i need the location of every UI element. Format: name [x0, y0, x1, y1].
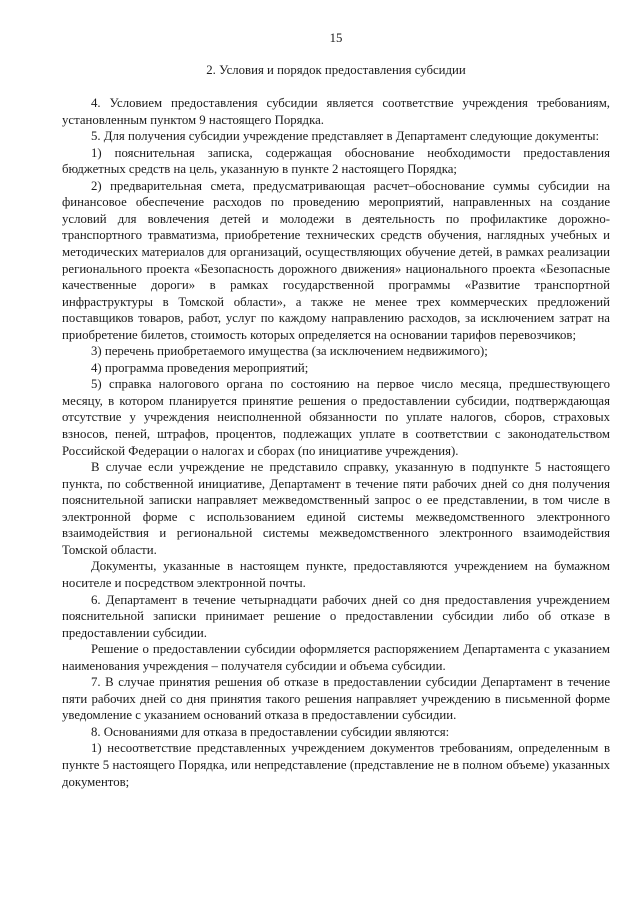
paragraph-decision-order: Решение о предоставлении субсидии оформляется распоряжением Департамента с указанием наименования учреждения – получателя субсидии и объема субсидии. [62, 642, 610, 673]
paragraph-6-decision: 6. Департамент в течение четырнадцати рабочих дней со дня предоставления учреждением пояснительной записки принимает решение о предоставлении субсидии либо об отказе в предоставлении субсидии. [62, 592, 610, 640]
paragraph-7-refusal-notice: 7. В случае принятия решения об отказе в предоставлении субсидии Департамент в течение пяти рабочих дней со дня принятия такого решения направляет учреждению в письменной форме уведомление с указанием оснований отказа в предоставлении субсидии. [62, 675, 610, 723]
paragraph-document-submission: Документы, указанные в настоящем пункте, предоставляются учреждением на бумажном носителе и посредством электронной почты. [62, 559, 610, 590]
section-title: 2. Условия и порядок предоставления субсидии [206, 62, 466, 77]
list-item-tax-certificate: 5) справка налогового органа по состоянию на первое число месяца, предшествующего месяцу, в котором планируется принятие решения о предоставлении субсидии, подтверждающая отсутствие у учреждения неисполненной обязанности по уплате налогов, сборов, страховых взносов, пеней, штрафов, процентов, подлежащих уплате в соответствии с законодательством Российской Федерации о налогах и сборах (по инициативе учреждения). [62, 377, 610, 458]
paragraph-interagency-request: В случае если учреждение не представило справку, указанную в подпункте 5 настоящего пункта, по собственной инициативе, Департамент в течение пяти рабочих дней со дня получения пояснительной записки направляет межведомственный запрос о ее представлении, в том числе в электронной форме с использованием единой системы межведомственного электронного взаимодействия и региональной системы межведомственного электронного взаимодействия Томской области. [62, 460, 610, 557]
paragraph-5-documents: 5. Для получения субсидии учреждение представляет в Департамент следующие документы: [91, 129, 600, 144]
document-page [62, 30, 610, 790]
list-item-property-list: 3) перечень приобретаемого имущества (за исключением недвижимого); [91, 344, 488, 359]
list-item-event-program: 4) программа проведения мероприятий; [91, 360, 309, 375]
page-number: 15 [329, 31, 343, 45]
list-item-noncompliance: 1) несоответствие представленных учреждением документов требованиям, определенным в пункте 5 настоящего Порядка, или непредставление (представление не в полном объеме) указанных документов; [62, 741, 610, 789]
list-item-preliminary-estimate: 2) предварительная смета, предусматривающая расчет–обоснование суммы субсидии на финансовое обеспечение расходов по проведению мероприятий, направленных на создание условий для вовлечения детей и молодежи в деятельность по профилактике дорожно-транспортного травматизма, приобретение технических средств обучения, наглядных учебных и методических материалов для организаций, осуществляющих обучение детей, в рамках реализации регионального проекта «Безопасность дорожного движения» национального проекта «Безопасные качественные дороги» в рамках государственной программы «Развитие транспортной инфраструктуры в Томской области», а также не менее трех коммерческих предложений поставщиков товаров, работ, услуг по каждому направлению расходов, за исключением затрат на приобретение билетов, стоимость которых определяется на основании тарифов перевозчиков; [62, 178, 610, 342]
paragraph-8-refusal-grounds: 8. Основаниями для отказа в предоставлении субсидии являются: [91, 724, 450, 739]
list-item-explanatory-note: 1) пояснительная записка, содержащая обоснование необходимости предоставления бюджетных средств на цель, указанную в пункте 2 настоящего Порядка; [62, 145, 610, 177]
paragraph-4-condition: 4. Условием предоставления субсидии является соответствие учреждения требованиям, установленным пунктом 9 настоящего Порядка. [62, 96, 610, 127]
